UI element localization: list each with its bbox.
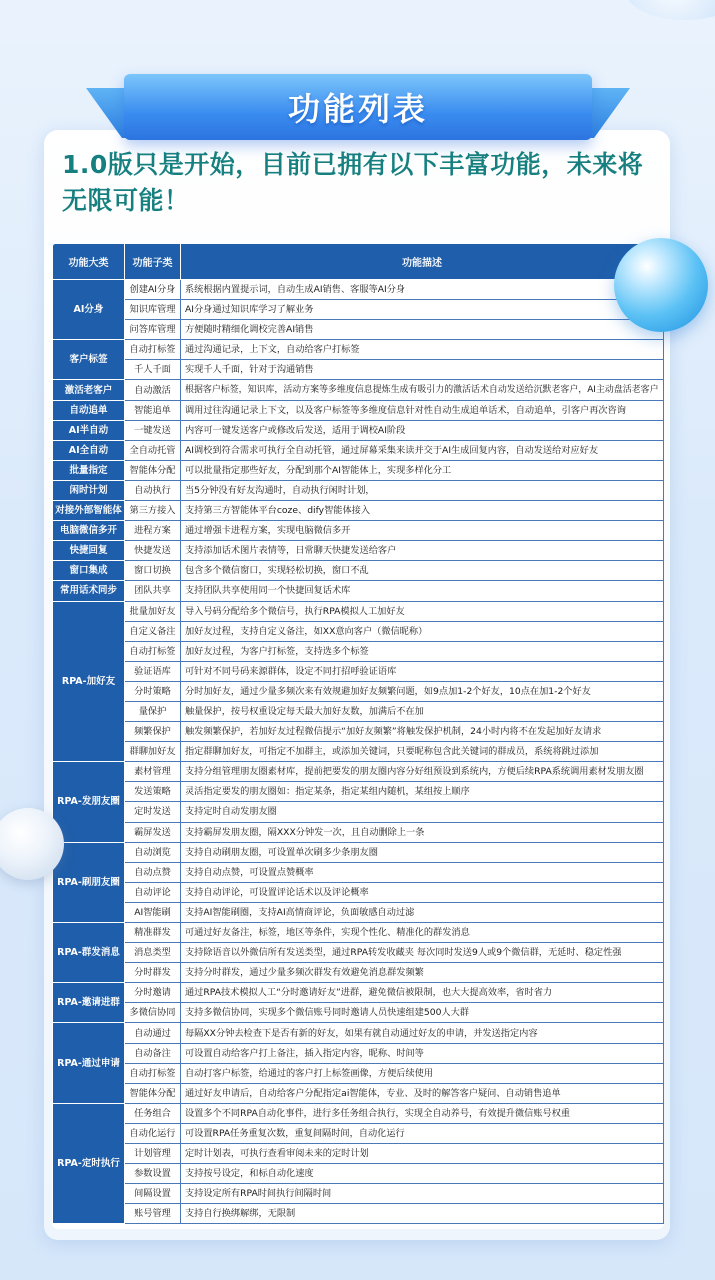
subcategory-cell: 自动激活	[125, 380, 181, 400]
subcategory-cell: 消息类型	[125, 943, 181, 963]
subcategory-cell: 定时发送	[125, 802, 181, 822]
table-row	[53, 661, 664, 681]
table-row	[53, 681, 664, 701]
description-cell: AI调校到符合需求可执行全自动托管，通过屏幕采集来读并交于AI生成回复内容，自动发送给对应好友	[181, 440, 664, 460]
table-row	[53, 1023, 664, 1043]
description-cell: 触量保护，按号权重设定每天最大加好友数，加满后不在加	[181, 701, 664, 721]
table-row	[53, 1003, 664, 1023]
description-cell: 支持自行换绑解绑，无限制	[181, 1204, 664, 1224]
subcategory-cell: 自动备注	[125, 1043, 181, 1063]
description-cell: 支持分时群发，通过少量多频次群发有效避免消息群发频繁	[181, 963, 664, 983]
description-cell: 支持AI智能刷圈，支持AI高情商评论，负面敏感自动过滤	[181, 902, 664, 922]
page-title: 功能列表	[287, 90, 428, 128]
subcategory-cell: 分时邀请	[125, 983, 181, 1003]
category-cell: RPA-通过申请	[53, 1023, 125, 1103]
subcategory-cell: 批量加好友	[125, 601, 181, 621]
subcategory-cell: 任务组合	[125, 1103, 181, 1123]
category-cell: 快捷回复	[53, 541, 125, 561]
description-cell: 支持霸屏发朋友圈，隔XXX分钟发一次，且自动删除上一条	[181, 822, 664, 842]
category-cell: RPA-发朋友圈	[53, 762, 125, 842]
category-cell: AI分身	[53, 280, 125, 340]
description-cell: 导入号码分配给多个微信号，执行RPA模拟人工加好友	[181, 601, 664, 621]
description-cell: 加好友过程，为客户打标签，支持选多个标签	[181, 641, 664, 661]
description-cell: 可设置自动给客户打上备注，插入指定内容，昵称、时间等	[181, 1043, 664, 1063]
description-cell: 自动打客户标签，给通过的客户打上标签画像，方便后续使用	[181, 1063, 664, 1083]
description-cell: 支持自动评论，可设置评论话术以及评论概率	[181, 882, 664, 902]
table-row	[53, 882, 664, 902]
subcategory-cell: 自动打标签	[125, 1063, 181, 1083]
decorative-bubble	[614, 238, 708, 332]
subcategory-cell: 计划管理	[125, 1144, 181, 1164]
table-row	[53, 440, 664, 460]
description-cell: 指定群聊加好友，可指定不加群主，或添加关键词，只要昵称包含此关键词的群成员，系统将跳过添加	[181, 742, 664, 762]
table-row	[53, 862, 664, 882]
description-cell: 实现千人千面，针对于沟通销售	[181, 360, 664, 380]
table-row	[53, 722, 664, 742]
description-cell: 支持除语音以外微信所有发送类型，通过RPA转发收藏夹 每次同时发送9人或9个微信群，无延时、稳定性强	[181, 943, 664, 963]
table-row	[53, 742, 664, 762]
subcategory-cell: 自动化运行	[125, 1123, 181, 1143]
table-row	[53, 360, 664, 380]
subcategory-cell: 团队共享	[125, 581, 181, 601]
description-cell: 通过好友申请后，自动给客户分配指定ai智能体，专业、及时的解答客户疑问、自动销售追单	[181, 1083, 664, 1103]
subcategory-cell: 问答库管理	[125, 320, 181, 340]
description-cell: 通过沟通记录，上下文，自动给客户打标签	[181, 340, 664, 360]
category-cell: RPA-邀请进群	[53, 983, 125, 1023]
description-cell: 系统根据内置提示词，自动生成AI销售、客服等AI分身	[181, 280, 664, 300]
subcategory-cell: 自动通过	[125, 1023, 181, 1043]
category-cell: 激活老客户	[53, 380, 125, 400]
table-row	[53, 923, 664, 943]
subcategory-cell: 自动打标签	[125, 340, 181, 360]
table-row	[53, 581, 664, 601]
subcategory-cell: 自动打标签	[125, 641, 181, 661]
subcategory-cell: 霸屏发送	[125, 822, 181, 842]
table-row	[53, 1204, 664, 1224]
table-row	[53, 1123, 664, 1143]
subcategory-cell: 自动评论	[125, 882, 181, 902]
table-row	[53, 1103, 664, 1123]
subcategory-cell: 智能体分配	[125, 460, 181, 480]
description-cell: 支持定时自动发朋友圈	[181, 802, 664, 822]
table-row	[53, 541, 664, 561]
category-cell: 闲时计划	[53, 480, 125, 500]
description-cell: 支持多微信协同，实现多个微信账号同时邀请人员快速组建500人大群	[181, 1003, 664, 1023]
category-cell: 客户标签	[53, 340, 125, 380]
feature-table	[52, 243, 664, 1229]
subcategory-cell: 智能体分配	[125, 1083, 181, 1103]
table-row	[53, 501, 664, 521]
subcategory-cell: 发送策略	[125, 782, 181, 802]
category-cell: RPA-定时执行	[53, 1103, 125, 1224]
table-row	[53, 963, 664, 983]
table-body	[53, 280, 664, 1224]
description-cell: 支持添加话术图片表情等，日常聊天快捷发送给客户	[181, 541, 664, 561]
subcategory-cell: 创建AI分身	[125, 280, 181, 300]
category-cell: RPA-加好友	[53, 601, 125, 762]
subcategory-cell: 全自动托管	[125, 440, 181, 460]
description-cell: 包含多个微信窗口，实现轻松切换，窗口不乱	[181, 561, 664, 581]
subcategory-cell: 进程方案	[125, 521, 181, 541]
category-cell: 窗口集成	[53, 561, 125, 581]
table-row	[53, 521, 664, 541]
subcategory-cell: 参数设置	[125, 1164, 181, 1184]
description-cell: 每隔XX分钟去检查下是否有新的好友，如果有就自动通过好友的申请，并发送指定内容	[181, 1023, 664, 1043]
category-cell: AI全自动	[53, 440, 125, 460]
table-header-row	[53, 244, 664, 280]
category-cell: RPA-刷朋友圈	[53, 842, 125, 922]
description-cell: 支持分组管理朋友圈素材库，提前把要发的朋友圈内容分好组预设到系统内，方便后续RPA系统调用素材发朋友圈	[181, 762, 664, 782]
description-cell: 定时计划表，可执行查看审阅未来的定时计划	[181, 1144, 664, 1164]
subcategory-cell: 量保护	[125, 701, 181, 721]
table-row	[53, 1063, 664, 1083]
subcategory-cell: 分时群发	[125, 963, 181, 983]
table-row	[53, 983, 664, 1003]
subcategory-cell: 知识库管理	[125, 300, 181, 320]
description-cell: 内容可一键发送客户或修改后发送，适用于调校AI阶段	[181, 420, 664, 440]
description-cell: 触发频繁保护，若加好友过程微信提示“加好友频繁”将触发保护机制，24小时内将不在发起加好友请求	[181, 722, 664, 742]
table-row	[53, 1083, 664, 1103]
table-row	[53, 561, 664, 581]
subcategory-cell: 智能追单	[125, 400, 181, 420]
category-cell: 电脑微信多开	[53, 521, 125, 541]
headline: 1.0版只是开始，目前已拥有以下丰富功能，未来将无限可能！	[62, 150, 644, 215]
subcategory-cell: 第三方接入	[125, 501, 181, 521]
description-cell: 调用过往沟通记录上下文，以及客户标签等多维度信息针对性自动生成追单话术，自动追单，引客户再次咨询	[181, 400, 664, 420]
table-row	[53, 1144, 664, 1164]
description-cell: 加好友过程，支持自定义备注，如XX意向客户（微信昵称）	[181, 621, 664, 641]
subcategory-cell: 群聊加好友	[125, 742, 181, 762]
subcategory-cell: AI智能刷	[125, 902, 181, 922]
table-row	[53, 822, 664, 842]
table-row	[53, 601, 664, 621]
table-row	[53, 480, 664, 500]
description-cell: 可通过好友备注，标签，地区等条件，实现个性化、精准化的群发消息	[181, 923, 664, 943]
category-cell: AI半自动	[53, 420, 125, 440]
table-row	[53, 1164, 664, 1184]
description-cell: 支持自动点赞，可设置点赞概率	[181, 862, 664, 882]
description-cell: 方便随时精细化调校完善AI销售	[181, 320, 664, 340]
table-row	[53, 340, 664, 360]
subcategory-cell: 频繁保护	[125, 722, 181, 742]
banner-plate	[124, 74, 592, 140]
description-cell: 当5分钟没有好友沟通时，自动执行闲时计划，	[181, 480, 664, 500]
table-row	[53, 641, 664, 661]
table-row	[53, 400, 664, 420]
category-cell: 批量指定	[53, 460, 125, 480]
category-cell: 对接外部智能体	[53, 501, 125, 521]
table-row	[53, 621, 664, 641]
description-cell: 通过RPA技术模拟人工“分时邀请好友”进群，避免微信被限制，也大大提高效率，省时省力	[181, 983, 664, 1003]
description-cell: 支持按号设定，和标自动化速度	[181, 1164, 664, 1184]
subcategory-cell: 快捷发送	[125, 541, 181, 561]
decorative-bubble	[625, 0, 715, 20]
description-cell: 支持自动刷朋友圈，可设置单次刷多少条朋友圈	[181, 842, 664, 862]
category-cell: 自动追单	[53, 400, 125, 420]
description-cell: 通过增强卡进程方案，实现电脑微信多开	[181, 521, 664, 541]
description-cell: 设置多个不同RPA自动化事件，进行多任务组合执行，实现全自动养号，有效提升微信账号权重	[181, 1103, 664, 1123]
category-cell: 常用话术同步	[53, 581, 125, 601]
description-cell: 可以批量指定那些好友，分配到那个AI智能体上，实现多样化分工	[181, 460, 664, 480]
table-row	[53, 782, 664, 802]
table-row	[53, 300, 664, 320]
description-cell: 根据客户标签，知识库，活动方案等多维度信息提炼生成有吸引力的激活话术自动发送给沉默老客户，AI主动盘活老客户	[181, 380, 664, 400]
description-cell: 可设置RPA任务重复次数，重复间隔时间，自动化运行	[181, 1123, 664, 1143]
table-row	[53, 380, 664, 400]
subcategory-cell: 自动执行	[125, 480, 181, 500]
subcategory-cell: 精准群发	[125, 923, 181, 943]
table-row	[53, 1043, 664, 1063]
description-cell: 支持第三方智能体平台coze、dify智能体接入	[181, 501, 664, 521]
table-row	[53, 762, 664, 782]
description-cell: 可针对不同号码来源群体，设定不同打招呼验证语库	[181, 661, 664, 681]
subcategory-cell: 验证语库	[125, 661, 181, 681]
table-row	[53, 280, 664, 300]
description-cell: 支持团队共享使用同一个快捷回复话术库	[181, 581, 664, 601]
table-row	[53, 420, 664, 440]
table-row	[53, 701, 664, 721]
table-row	[53, 460, 664, 480]
table-row	[53, 902, 664, 922]
table-row	[53, 943, 664, 963]
subcategory-cell: 千人千面	[125, 360, 181, 380]
description-cell: AI分身通过知识库学习了解业务	[181, 300, 664, 320]
table-row	[53, 802, 664, 822]
table-row	[53, 320, 664, 340]
subcategory-cell: 自动浏览	[125, 842, 181, 862]
table-row	[53, 1184, 664, 1204]
subcategory-cell: 账号管理	[125, 1204, 181, 1224]
category-cell: RPA-群发消息	[53, 923, 125, 983]
subcategory-cell: 素材管理	[125, 762, 181, 782]
description-cell: 灵活指定要发的朋友圈如：指定某条，指定某组内随机，某组按上顺序	[181, 782, 664, 802]
header-category: 功能大类	[53, 244, 125, 280]
subcategory-cell: 多微信协同	[125, 1003, 181, 1023]
subcategory-cell: 一键发送	[125, 420, 181, 440]
table-row	[53, 842, 664, 862]
subcategory-cell: 窗口切换	[125, 561, 181, 581]
subcategory-cell: 自定义备注	[125, 621, 181, 641]
header-subcategory: 功能子类	[125, 244, 181, 280]
title-banner	[88, 74, 628, 140]
header-description: 功能描述	[181, 244, 664, 280]
subcategory-cell: 分时策略	[125, 681, 181, 701]
description-cell: 支持设定所有RPA时间执行间隔时间	[181, 1184, 664, 1204]
subcategory-cell: 自动点赞	[125, 862, 181, 882]
subcategory-cell: 间隔设置	[125, 1184, 181, 1204]
description-cell: 分时加好友，通过少量多频次来有效规避加好友频繁问题，如9点加1-2个好友，10点在加1-2个好友	[181, 681, 664, 701]
